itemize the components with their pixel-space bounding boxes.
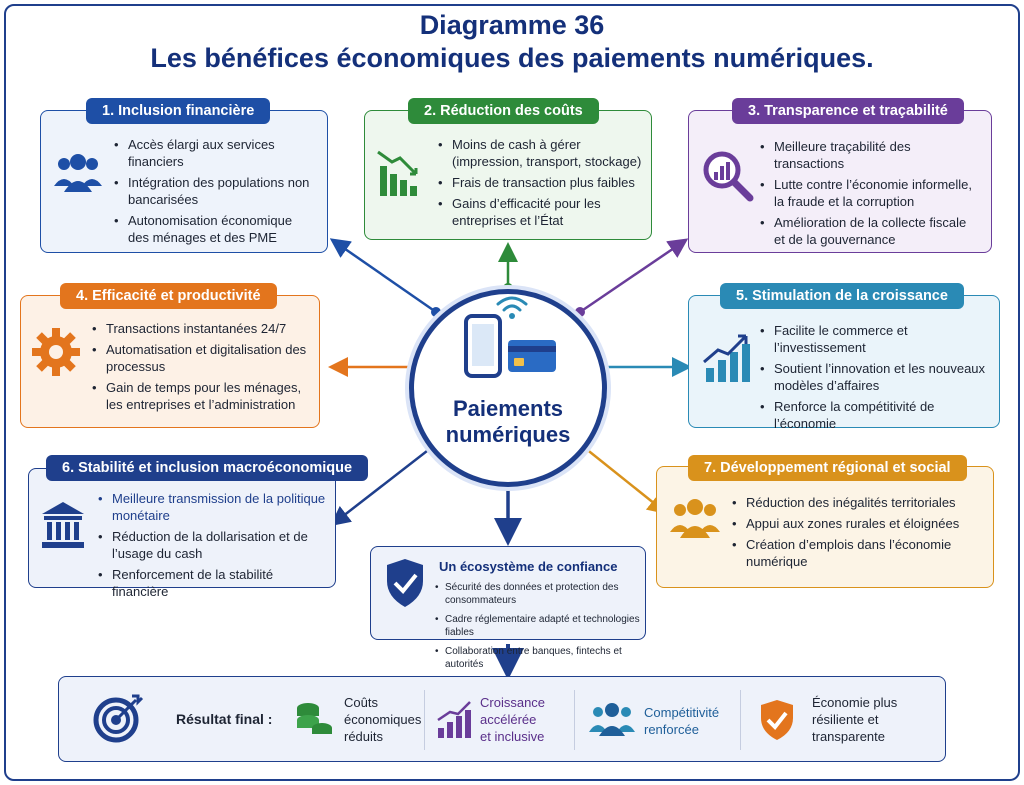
list-item: • Autonomisation économique des ménages et des PME (114, 212, 314, 246)
box-5-list (760, 322, 994, 436)
list-item: • Réduction de la dollarisation et de l’usage du cash (98, 528, 330, 562)
diagram-title: Diagramme 36 (419, 10, 605, 40)
result-item-economie: Économie plus résiliente et transparente (812, 695, 898, 744)
box-3-heading: 3. Transparence et traçabilité (732, 98, 964, 124)
coins-icon (294, 698, 334, 740)
box-2-heading: 2. Réduction des coûts (408, 98, 599, 124)
chart-up-icon (702, 332, 752, 386)
box-7-heading: 7. Développement régional et social (688, 455, 967, 481)
box-4-heading: 4. Efficacité et productivité (60, 283, 277, 309)
trust-heading: Un écosystème de confiance (439, 559, 618, 574)
list-item: • Amélioration de la collecte fiscale et de la gouvernance (760, 214, 980, 248)
result-item-competitivite: Compétitivité renforcée (644, 705, 720, 737)
list-item: • Cadre réglementaire adapté et technologies fiables (435, 613, 643, 639)
list-item: • Appui aux zones rurales et éloignées (732, 515, 982, 532)
list-item: • Automatisation et digitalisation des processus (92, 341, 314, 375)
growth-icon (436, 700, 472, 740)
phone-card-icon (460, 296, 560, 386)
bank-icon (40, 500, 86, 550)
list-item: • Renforcement de la stabilité financière (98, 566, 330, 600)
box-1-list (114, 136, 314, 250)
trust-list (435, 581, 643, 677)
result-separator (424, 690, 425, 750)
result-separator (574, 690, 575, 750)
result-item-couts: Coûts économiques réduits (344, 695, 422, 744)
box-4-list (92, 320, 314, 417)
center-label-line2: numériques (445, 422, 571, 447)
target-icon (92, 692, 144, 744)
result-separator (740, 690, 741, 750)
box-3-list (760, 138, 980, 252)
box-5-heading: 5. Stimulation de la croissance (720, 283, 964, 309)
list-item: • Création d’emplois dans l’économie numérique (732, 536, 982, 570)
result-label: Résultat final : (176, 711, 273, 727)
list-item: • Collaboration entre banques, fintechs et autorités (435, 645, 643, 671)
center-label-line1: Paiements (452, 396, 564, 421)
shield-check-icon (383, 557, 427, 609)
users-icon (52, 152, 104, 194)
gear-icon (30, 326, 82, 378)
list-item: • Sécurité des données et protection des consommateurs (435, 581, 643, 607)
list-item: • Meilleure transmission de la politique monétaire (98, 490, 330, 524)
chart-down-icon (376, 148, 424, 198)
list-item: • Moins de cash à gérer (impression, transport, stockage) (438, 136, 646, 170)
list-item: • Renforce la compétitivité de l’économie (760, 398, 994, 432)
list-item: • Accès élargi aux services financiers (114, 136, 314, 170)
group-icon (668, 496, 722, 540)
list-item: • Gain de temps pour les ménages, les entreprises et l’administration (92, 379, 314, 413)
shield-icon (758, 698, 796, 742)
list-item: • Transactions instantanées 24/7 (92, 320, 314, 337)
magnifier-chart-icon (700, 148, 754, 202)
arrow-to-box-7 (580, 444, 660, 508)
box-2-list (438, 136, 646, 233)
team-icon (588, 702, 636, 738)
box-7-list (732, 494, 982, 574)
list-item: • Gains d’efficacité pour les entreprises et l’État (438, 195, 646, 229)
box-6-list (98, 490, 330, 604)
trust-ecosystem-box (370, 546, 646, 670)
box-6-heading: 6. Stabilité et inclusion macroéconomique (46, 455, 368, 481)
arrow-to-box-3 (580, 244, 680, 312)
result-item-croissance: Croissance accélérée et inclusive (480, 695, 546, 744)
diagram-subtitle: Les bénéfices économiques des paiements numériques. (150, 43, 874, 73)
list-item: • Réduction des inégalités territoriales (732, 494, 982, 511)
list-item: • Soutient l’innovation et les nouveaux modèles d’affaires (760, 360, 994, 394)
list-item: • Lutte contre l’économie informelle, la fraude et la corruption (760, 176, 980, 210)
list-item: • Meilleure traçabilité des transactions (760, 138, 980, 172)
arrow-to-box-1 (338, 244, 436, 312)
list-item: • Intégration des populations non bancarisées (114, 174, 314, 208)
list-item: • Frais de transaction plus faibles (438, 174, 646, 191)
list-item: • Facilite le commerce et l’investissement (760, 322, 994, 356)
box-1-heading: 1. Inclusion financière (86, 98, 270, 124)
